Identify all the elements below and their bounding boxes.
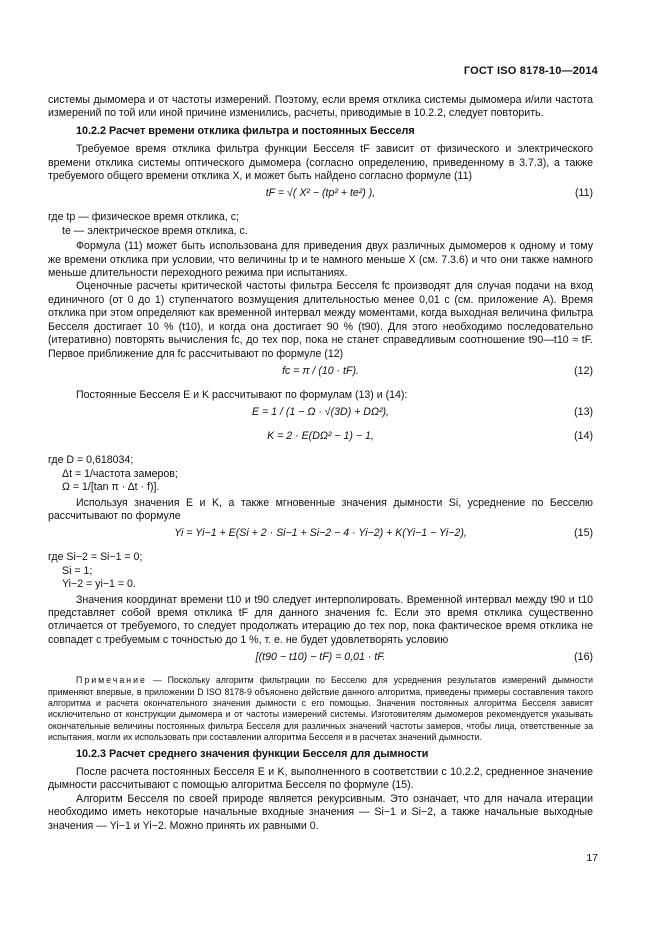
paragraph: Оценочные расчеты критической частоты фильтра Бесселя fc производят для случая подачи на вход единичного (от 0 до 1) ступенчатого возмущения длительностью менее 0,01 с (см. приложение А). Время отклика при этом определяют как временной интервал между моментами, когда выходная величина фильтра Бесселя достигает 10 % (t10), и когда она достигает 90 % (t90). Для этого необходимо последовательно (итеративно) повторять вычисления fc, до тех пор, пока не станет справедливым соотношение t90—t10 ≈ tF. Первое приближение для fc рассчитывают по формуле (12) xyxy=(48,280,593,360)
where-item: Δt = 1/частота замеров; xyxy=(62,467,178,480)
paragraph: Значения координат времени t10 и t90 следует интерполировать. Временной интервал между t90 и t10 представляет собой время отклика tF для данного значения fc. Если это время отклика существенно отличается от требуемого, то следует продолжать итерацию до тех пор, пока фактическое время отклика не совпадет с требуемым с точностью до 1 %, т. е. не будет удовлетворять условию xyxy=(48,593,593,646)
paragraph: Алгоритм Бесселя по своей природе является рекурсивным. Это означает, что для начала итерации необходимо иметь некоторые начальные входные значения — Si−1 и Si−2, а также начальные выходные значения — Yi−1 и Yi−2. Можно принять их равными 0. xyxy=(48,792,593,832)
paragraph: Используя значения E и K, а также мгновенные значения дымности Si, усреднение по Бесселю рассчитывают по формуле xyxy=(48,496,593,522)
formula-number: (15) xyxy=(574,527,593,540)
formula-number: (11) xyxy=(574,187,593,200)
formula-number: (13) xyxy=(574,406,593,419)
formula-12 xyxy=(48,365,593,385)
paragraph: Требуемое время отклика фильтра функции Бесселя tF зависит от физического и электрического времени отклика системы оптического дымомера (согласно определению, приведенному в 3.7.3), а также требуемого общего времени отклика X, и может быть найдено согласно формуле (11) xyxy=(48,143,593,183)
document-body xyxy=(48,94,593,833)
formula-16 xyxy=(48,651,593,671)
where-list xyxy=(48,551,593,591)
formula-number: (16) xyxy=(574,651,593,664)
formula-14 xyxy=(48,430,593,450)
section-heading-10-2-3: 10.2.3 Расчет среднего значения функции Бесселя для дымности xyxy=(76,747,429,760)
where-item: где Si−2 = Si−1 = 0; xyxy=(48,551,143,564)
formula-number: (14) xyxy=(574,430,593,443)
paragraph: Постоянные Бесселя E и K рассчитывают по формулам (13) и (14): xyxy=(76,388,408,401)
paragraph: Формула (11) может быть использована для приведения двух различных дымомеров к одному и тому же времени отклика при условии, что величины tp и te намного меньше X (см. 7.3.6) и что они также намного меньше длительности переходного режима при испытаниях. xyxy=(48,240,593,280)
page-number: 17 xyxy=(586,852,598,864)
paragraph: системы дымомера и от частоты измерений. Поэтому, если время отклика системы дымомера и/или частота измерений по той или иной причине изменились, расчеты, приводимые в 10.2.2, следует повторить. xyxy=(48,94,593,120)
paragraph: После расчета постоянных Бесселя E и K, выполненного в соответствии с 10.2.2, средненное значение дымности рассчитывают с помощью алгоритма Бесселя по формуле (15). xyxy=(48,766,593,792)
where-item: где tp — физическое время отклика, с; xyxy=(48,211,239,224)
note-text: — Поскольку алгоритм фильтрации по Бесселю для усреднения результатов измерений дымности применяют впервые, в приложении D ISO 8178-9 объяснено действие данного алгоритма, приведены примеры составления такого алгоритма и расчета окончательного значения дымности с его помощью. Значения постоянных алгоритма Бесселя зависят исключительно от конструкции дымомера и от частоты измерений системы. Изготовителям дымомеров рекомендуется указывать окончательные величины постоянных фильтра Бесселя для различных значений частоты замеров, чтобы лица, ответственные за испытания, могли их использовать при составлении алгоритма Бесселя и в расчетах значений дымности. xyxy=(48,675,593,743)
note-label: Примечание xyxy=(76,675,147,686)
where-item: te — электрическое время отклика, с. xyxy=(62,224,248,237)
where-item: Ω = 1/[tan π · Δt · f)]. xyxy=(62,481,160,494)
where-item: Yi−2 = yi−1 = 0. xyxy=(62,578,136,591)
where-list xyxy=(48,211,593,238)
note xyxy=(48,675,593,743)
where-item: где D = 0,618034; xyxy=(48,454,134,467)
formula-13 xyxy=(48,406,593,426)
formula-11 xyxy=(48,187,593,207)
formula-expression: K = 2 · E(DΩ² − 1) − 1, xyxy=(267,430,374,443)
formula-expression: tF = √( X² − (tp² + te²) ), xyxy=(265,187,376,200)
section-heading-10-2-2: 10.2.2 Расчет времени отклика фильтра и постоянных Бесселя xyxy=(76,124,415,137)
formula-expression: fc = π / (10 · tF). xyxy=(282,364,359,377)
formula-expression: [(t90 − t10) − tF) = 0,01 · tF. xyxy=(255,651,386,664)
where-list xyxy=(48,454,593,494)
where-item: Si = 1; xyxy=(62,564,93,577)
formula-15 xyxy=(48,527,593,547)
formula-expression: E = 1 / (1 − Ω · √(3D) + DΩ²), xyxy=(251,406,390,419)
formula-number: (12) xyxy=(574,364,593,377)
document-header: ГОСТ ISO 8178-10—2014 xyxy=(463,65,598,77)
formula-expression: Yi = Yi−1 + E(Si + 2 · Si−1 + Si−2 − 4 · Yi−2) + K(Yi−1 − Yi−2), xyxy=(174,527,467,540)
